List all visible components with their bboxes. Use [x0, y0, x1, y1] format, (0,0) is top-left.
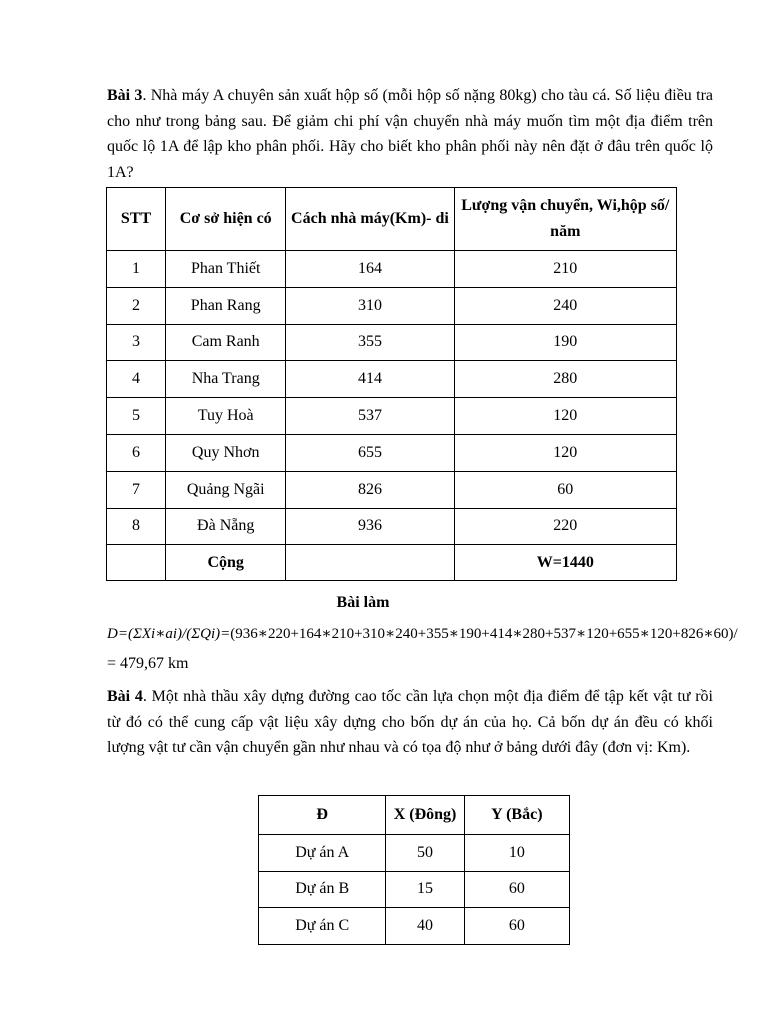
- table-row: [107, 251, 677, 288]
- cell-distance: 164: [286, 251, 454, 288]
- cell-facility: Cam Ranh: [166, 324, 286, 361]
- cell-y: 60: [464, 871, 569, 908]
- table-row: [107, 471, 677, 508]
- table-row: [107, 508, 677, 545]
- cell-distance: 936: [286, 508, 454, 545]
- table-row: [107, 324, 677, 361]
- table-row: [107, 287, 677, 324]
- cell-project: Dự án A: [259, 835, 386, 872]
- problem-3-text: . Nhà máy A chuyên sản xuất hộp số (mỗi hộp số nặng 80kg) cho tàu cá. Số liệu điều tra cho như trong bảng sau. Để giảm chi phí vận chuyển nhà máy muốn tìm một địa điểm trên quốc lộ 1A để lập kho phân phối. Hãy cho biết kho phân phối này nên đặt ở đâu trên quốc lộ 1A?: [107, 87, 713, 181]
- cell-stt: 5: [107, 398, 166, 435]
- header-volume: Lượng vận chuyển, Wi,hộp số/ năm: [454, 188, 676, 251]
- total-empty-cell: [286, 545, 454, 581]
- problem-4-label: Bài 4: [107, 688, 143, 705]
- cell-distance: 414: [286, 361, 454, 398]
- header-x-east: X (Đông): [386, 796, 464, 835]
- cell-x: 50: [386, 835, 464, 872]
- cell-x: 40: [386, 908, 464, 945]
- cell-project: Dự án B: [259, 871, 386, 908]
- cell-distance: 826: [286, 471, 454, 508]
- cell-facility: Phan Thiết: [166, 251, 286, 288]
- problem-4-text: . Một nhà thầu xây dựng đường cao tốc cần lựa chọn một địa điểm để tập kết vật tư rồi từ đó có thể cung cấp vật liệu xây dựng cho bốn dự án của họ. Cả bốn dự án đều có khối lượng vật tư cần vận chuyển gần như nhau và có tọa độ như ở bảng dưới đây (đơn vị: Km).: [107, 688, 714, 756]
- total-label: Cộng: [166, 545, 286, 581]
- cell-facility: Quảng Ngãi: [166, 471, 286, 508]
- cell-volume: 60: [454, 471, 676, 508]
- cell-distance: 310: [286, 287, 454, 324]
- total-value: W=1440: [454, 545, 676, 581]
- cell-facility: Quy Nhơn: [166, 434, 286, 471]
- cell-stt: 4: [107, 361, 166, 398]
- table-row: [259, 835, 570, 872]
- problem-3-paragraph: [107, 83, 713, 185]
- table-row: [259, 871, 570, 908]
- table-row: [107, 434, 677, 471]
- cell-volume: 210: [454, 251, 676, 288]
- cell-facility: Tuy Hoà: [166, 398, 286, 435]
- table-header-row: [107, 188, 677, 251]
- cell-stt: 2: [107, 287, 166, 324]
- cell-volume: 120: [454, 434, 676, 471]
- table-row: [107, 361, 677, 398]
- cell-distance: 655: [286, 434, 454, 471]
- solution-formula: [107, 622, 768, 646]
- cell-project: Dự án C: [259, 908, 386, 945]
- cell-distance: 355: [286, 324, 454, 361]
- cell-volume: 240: [454, 287, 676, 324]
- header-stt: STT: [107, 188, 166, 251]
- header-y-north: Y (Bắc): [464, 796, 569, 835]
- problem-4-paragraph: [107, 684, 713, 761]
- cell-volume: 120: [454, 398, 676, 435]
- cell-volume: 280: [454, 361, 676, 398]
- table-row: [107, 398, 677, 435]
- project-coordinates-table: [258, 795, 570, 945]
- formula-rhs: (936∗220+164∗210+310∗240+355∗190+414∗280+537∗120+655∗120+826∗60)/: [230, 626, 738, 642]
- header-distance: Cách nhà máy(Km)- di: [286, 188, 454, 251]
- table-body: [107, 251, 677, 545]
- cell-distance: 537: [286, 398, 454, 435]
- cell-stt: 3: [107, 324, 166, 361]
- cell-volume: 220: [454, 508, 676, 545]
- cell-facility: Đà Nẵng: [166, 508, 286, 545]
- cell-y: 60: [464, 908, 569, 945]
- table-header-row: [259, 796, 570, 835]
- cell-stt: 7: [107, 471, 166, 508]
- solution-result: = 479,67 km: [107, 655, 189, 672]
- cell-stt: 1: [107, 251, 166, 288]
- header-point: Đ: [259, 796, 386, 835]
- header-facility: Cơ sở hiện có: [166, 188, 286, 251]
- cell-stt: 6: [107, 434, 166, 471]
- cell-volume: 190: [454, 324, 676, 361]
- formula-lhs: D=(ΣXi∗ai)/(ΣQi)=: [107, 626, 231, 642]
- table-row: [259, 908, 570, 945]
- distribution-table: [106, 187, 677, 581]
- cell-y: 10: [464, 835, 569, 872]
- problem-3-label: Bài 3: [107, 87, 143, 104]
- cell-x: 15: [386, 871, 464, 908]
- cell-stt: 8: [107, 508, 166, 545]
- solution-heading: Bài làm: [336, 594, 390, 611]
- total-empty-cell: [107, 545, 166, 581]
- cell-facility: Nha Trang: [166, 361, 286, 398]
- table-total-row: [107, 545, 677, 581]
- table-body: [259, 835, 570, 945]
- cell-facility: Phan Rang: [166, 287, 286, 324]
